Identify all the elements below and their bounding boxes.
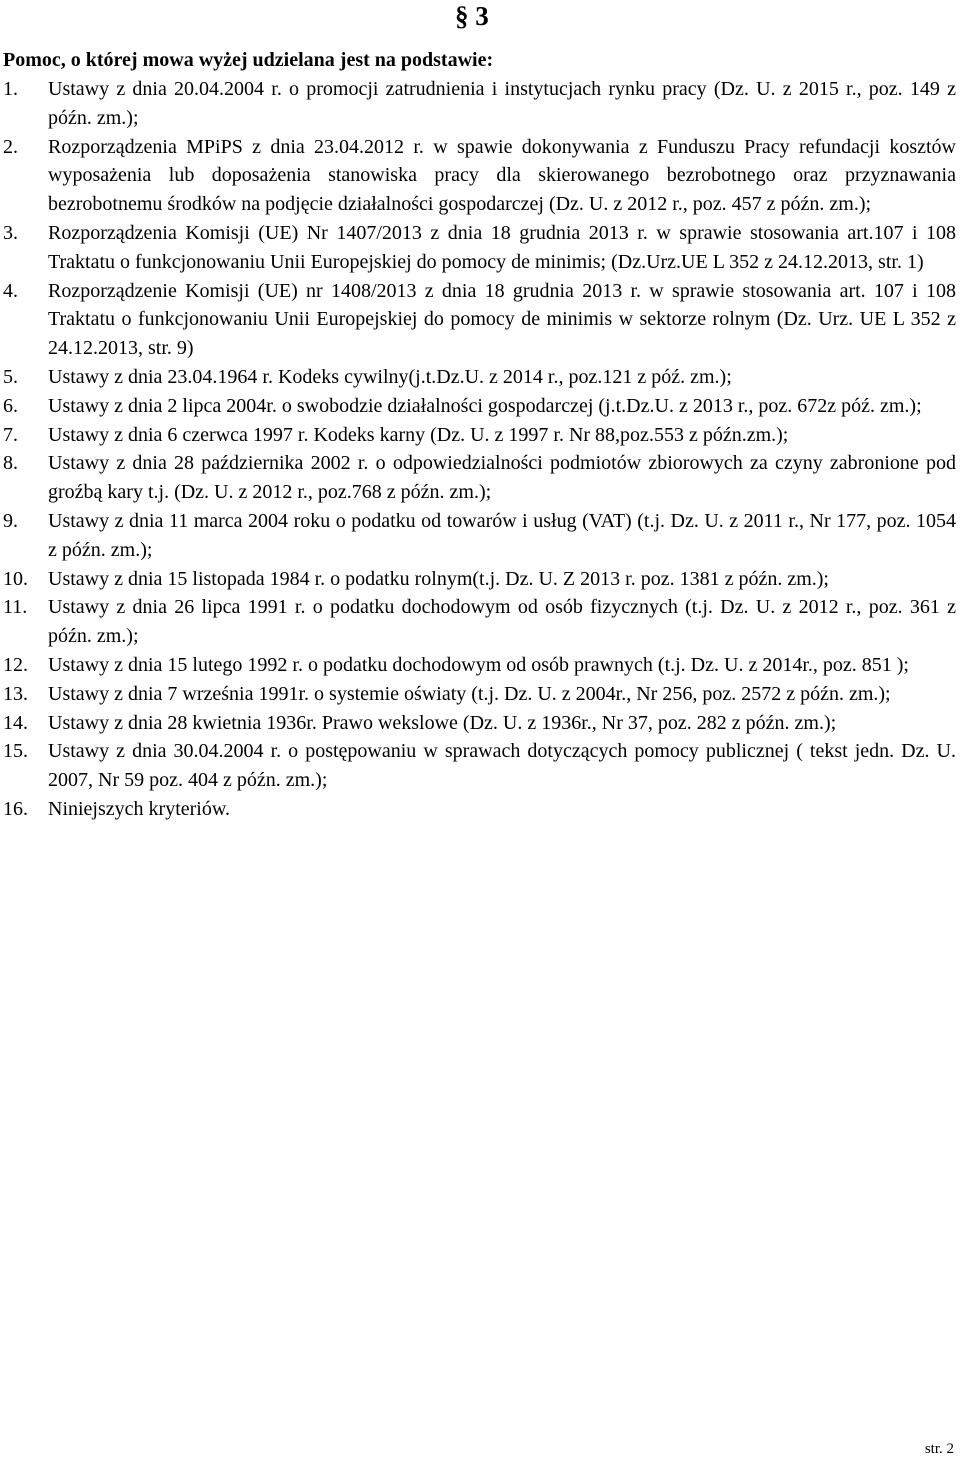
list-item xyxy=(3,421,956,450)
section-mark: § 3 xyxy=(455,1,489,31)
item-text: Ustawy z dnia 15 listopada 1984 r. o podatku rolnym(t.j. Dz. U. Z 2013 r. poz. 1381 z późn. zm.); xyxy=(48,567,829,590)
item-number: 11. xyxy=(3,596,28,619)
item-number: 12. xyxy=(3,653,28,676)
item-number: 13. xyxy=(3,682,28,705)
list-item xyxy=(3,392,956,421)
item-text: Ustawy z dnia 6 czerwca 1997 r. Kodeks karny (Dz. U. z 1997 r. Nr 88,poz.553 z późn.zm.); xyxy=(48,423,789,446)
list-item xyxy=(3,363,956,392)
item-text: Rozporządzenia MPiPS z dnia 23.04.2012 r. w spawie dokonywania z Funduszu Pracy refundacji kosztów wyposażenia lub doposażenia stanowiska pracy dla skierowanego bezrobotnego oraz przyznawania bezrobotnemu środków na podjęcie działalności gospodarczej (Dz. U. z 2012 r., poz. 457 z późn. zm.); xyxy=(48,135,956,216)
item-number: 15. xyxy=(3,740,28,763)
item-text: Ustawy z dnia 20.04.2004 r. o promocji zatrudnienia i instytucjach rynku pracy (Dz. U. z 2015 r., poz. 149 z późn. zm.); xyxy=(48,78,956,129)
item-number: 4. xyxy=(3,279,18,302)
list-item xyxy=(3,449,956,507)
list-item xyxy=(3,651,956,680)
item-text: Ustawy z dnia 30.04.2004 r. o postępowaniu w sprawach dotyczących pomocy publicznej ( tekst jedn. Dz. U. 2007, Nr 59 poz. 404 z późn. zm.); xyxy=(48,740,956,792)
item-text: Ustawy z dnia 28 kwietnia 1936r. Prawo wekslowe (Dz. U. z 1936r., Nr 37, poz. 282 z późn. zm.); xyxy=(48,711,837,734)
list-item xyxy=(3,507,956,565)
item-number: 1. xyxy=(3,78,18,100)
item-number: 16. xyxy=(3,797,28,820)
list-item xyxy=(3,277,956,363)
item-number: 8. xyxy=(3,452,18,475)
list-item xyxy=(3,795,956,824)
list-item xyxy=(3,680,956,709)
list-item xyxy=(3,219,956,277)
item-text: Rozporządzenia Komisji (UE) Nr 1407/2013 z dnia 18 grudnia 2013 r. w sprawie stosowania art.107 i 108 Traktatu o funkcjonowaniu Unii Europejskiej do pomocy de minimis; (Dz.Urz.UE L 352 z 24.12.2013, str. 1) xyxy=(48,221,956,273)
list-item xyxy=(3,709,956,738)
item-number: 5. xyxy=(3,365,18,388)
legal-basis-list xyxy=(3,75,956,824)
list-item xyxy=(3,133,956,219)
list-item xyxy=(3,737,956,795)
item-number: 14. xyxy=(3,711,28,734)
item-text: Ustawy z dnia 28 października 2002 r. o odpowiedzialności podmiotów zbiorowych za czyny zabronione pod groźbą kary t.j. (Dz. U. z 2012 r., poz.768 z późn. zm.); xyxy=(48,452,956,504)
item-number: 10. xyxy=(3,567,28,590)
item-text: Ustawy z dnia 7 września 1991r. o systemie oświaty (t.j. Dz. U. z 2004r., Nr 256, poz. 2572 z późn. zm.); xyxy=(48,682,891,705)
list-item xyxy=(3,75,956,133)
item-text: Ustawy z dnia 15 lutego 1992 r. o podatku dochodowym od osób prawnych (t.j. Dz. U. z 2014r., poz. 851 ); xyxy=(48,653,909,676)
item-text: Ustawy z dnia 23.04.1964 r. Kodeks cywilny(j.t.Dz.U. z 2014 r., poz.121 z póź. zm.); xyxy=(48,365,732,388)
item-number: 2. xyxy=(3,135,18,158)
page-number: str. 2 xyxy=(924,1441,954,1457)
item-number: 3. xyxy=(3,221,18,244)
list-item xyxy=(3,565,956,594)
item-number: 7. xyxy=(3,423,18,446)
item-number: 6. xyxy=(3,394,18,417)
item-text: Rozporządzenie Komisji (UE) nr 1408/2013 z dnia 18 grudnia 2013 r. w sprawie stosowania art. 107 i 108 Traktatu o funkcjonowaniu Unii Europejskiej do pomocy de minimis w sektorze rolnym (Dz. Urz. UE L 352 z 24.12.2013, str. 9) xyxy=(48,279,956,360)
list-item xyxy=(3,593,956,651)
item-text: Niniejszych kryteriów. xyxy=(48,797,230,820)
item-text: Ustawy z dnia 26 lipca 1991 r. o podatku dochodowym od osób fizycznych (t.j. Dz. U. z 2012 r., poz. 361 z późn. zm.); xyxy=(48,596,956,648)
intro-heading: Pomoc, o której mowa wyżej udzielana jest na podstawie: xyxy=(3,49,494,71)
item-number: 9. xyxy=(3,509,18,532)
item-text: Ustawy z dnia 2 lipca 2004r. o swobodzie działalności gospodarczej (j.t.Dz.U. z 2013 r., poz. 672z póź. zm.); xyxy=(48,394,922,417)
item-text: Ustawy z dnia 11 marca 2004 roku o podatku od towarów i usług (VAT) (t.j. Dz. U. z 2011 r., Nr 177, poz. 1054 z późn. zm.); xyxy=(48,509,956,561)
